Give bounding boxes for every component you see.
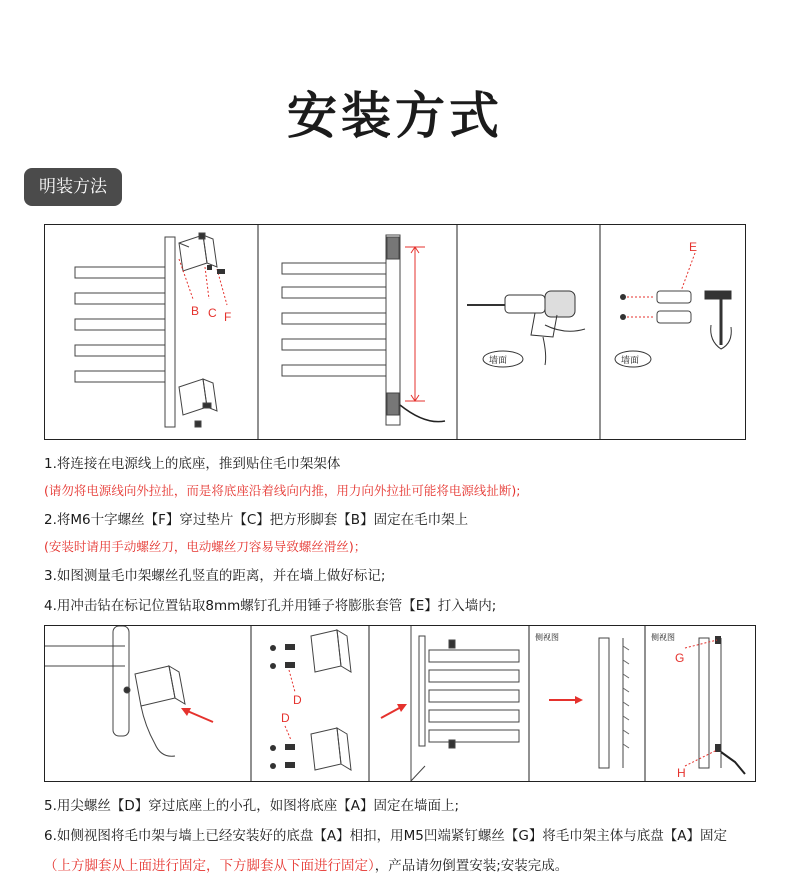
- step-5: 5.用尖螺丝【D】穿过底座上的小孔，如图将底座【A】固定在墙面上;: [44, 798, 460, 814]
- label-d-1: D: [293, 693, 302, 707]
- side-view-2: [685, 636, 745, 774]
- step-1: 1.将连接在电源线上的底座，推到贴住毛巾架架体: [44, 456, 341, 472]
- wall-tag-1: [483, 351, 523, 367]
- rack-pole-panel1: [165, 237, 175, 427]
- measure-arrow: [405, 247, 425, 401]
- side-view-label-2: 侧视图: [651, 633, 675, 642]
- screw-bracket-top: [270, 630, 351, 692]
- side-view-1: [549, 638, 629, 768]
- illustration-top-svg: [45, 225, 745, 439]
- step-6-end: ，产品请勿倒置安装;安装完成。: [374, 858, 569, 874]
- drill-illustration: [467, 291, 585, 365]
- step-2: 2.将M6十字螺丝【F】穿过垫片【C】把方形脚套【B】固定在毛巾架上: [44, 512, 469, 528]
- hex-key-icon: [721, 752, 745, 774]
- note-2: (安装时请用手动螺丝刀，电动螺丝刀容易导致螺丝滑丝)；: [44, 539, 367, 554]
- install-arrow-1: [181, 708, 213, 722]
- step-6-continued: [44, 854, 568, 874]
- rack-bars-panel2: [282, 235, 445, 425]
- label-c: C: [208, 306, 217, 320]
- wall-tag-2: [615, 351, 651, 367]
- step-6: 6.如侧视图将毛巾架与墙上已经安装好的底盘【A】相扣，用M5凹端紧钉螺丝【G】将毛巾架主体与底盘【A】固定: [44, 828, 728, 844]
- illustration-row-top: [44, 224, 746, 440]
- label-b: B: [191, 304, 200, 318]
- hammer-icon: [705, 291, 731, 349]
- anchor-illustration: [620, 253, 731, 349]
- step-6-note: （上方脚套从上面进行固定，下方脚套从下面进行固定）: [44, 858, 375, 874]
- side-view-label-1: 侧视图: [535, 633, 559, 642]
- rack-bars-panel1: [75, 267, 165, 382]
- screw-bracket-bottom: [270, 726, 351, 770]
- note-1: (请勿将电源线向外拉扯，而是将底座沿着线向内推，用力向外拉扯可能将电源线扯断);: [44, 483, 521, 498]
- step-4: 4.用冲击钻在标记位置钻取8mm螺钉孔并用锤子将膨胀套管【E】打入墙内;: [44, 598, 497, 614]
- label-f: F: [224, 310, 232, 324]
- illustration-bottom-svg: [45, 626, 755, 781]
- step-3: 3.如图测量毛巾架螺丝孔竖直的距离，并在墙上做好标记;: [44, 568, 386, 584]
- illustration-row-bottom: [44, 625, 756, 782]
- mount-box-bottom: [179, 379, 217, 427]
- svg-text:墙面: 墙面: [489, 356, 508, 366]
- section-badge: 明装方法: [24, 168, 122, 206]
- install-arrow-2: [381, 704, 407, 718]
- svg-text:墙面: 墙面: [621, 356, 640, 366]
- page-title: 安装方式: [287, 87, 503, 145]
- label-g: G: [675, 651, 685, 665]
- label-h: H: [677, 766, 686, 780]
- label-e: E: [689, 240, 698, 254]
- wall-mount-closeup: [45, 626, 185, 756]
- rack-on-wall: [411, 626, 519, 781]
- label-d-2: D: [281, 711, 290, 725]
